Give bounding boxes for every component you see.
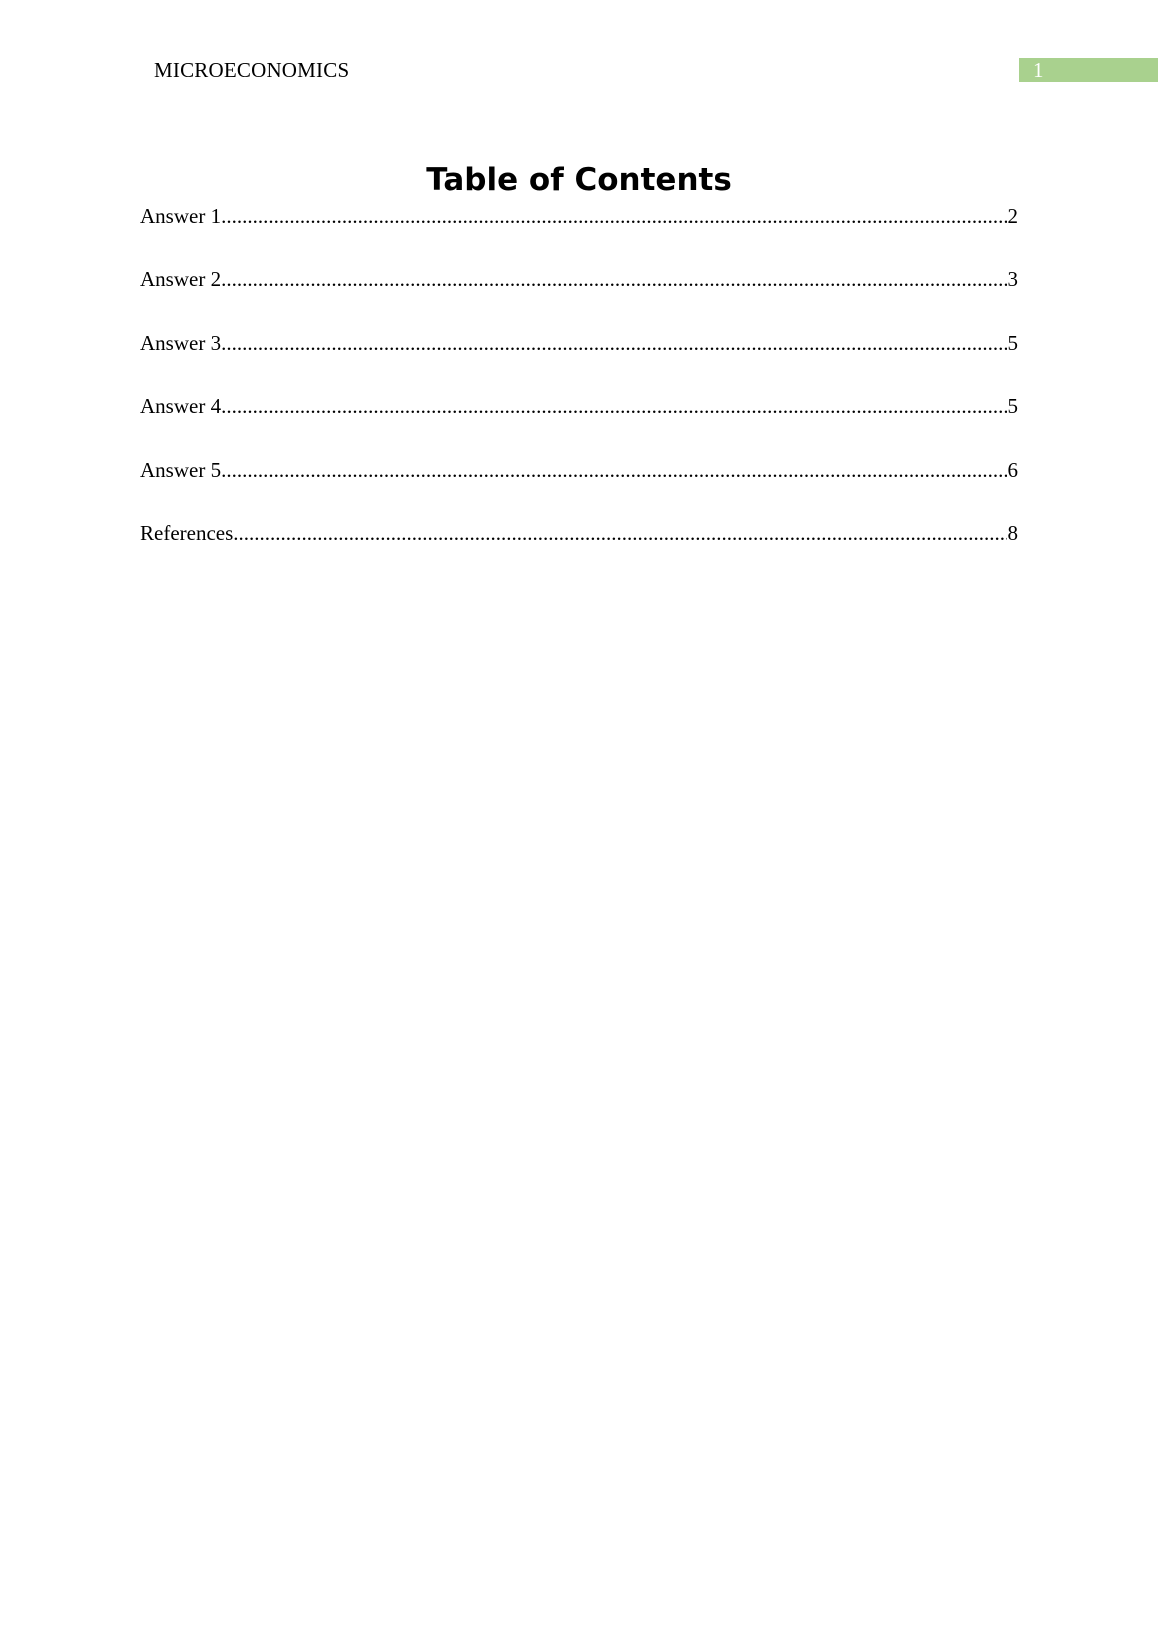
page-number-badge: 1 <box>1019 58 1158 82</box>
toc-title: Table of Contents <box>426 162 732 198</box>
toc-entry-page: 8 <box>1007 520 1018 545</box>
toc-entry-answer-5[interactable] <box>140 458 1018 521</box>
toc-entry-label: Answer 2 <box>140 267 222 292</box>
toc-entry-references[interactable] <box>140 521 1018 584</box>
toc-entry-answer-2[interactable] <box>140 267 1018 330</box>
toc-entry-label: Answer 5 <box>140 457 222 482</box>
running-head: MICROECONOMICS <box>154 58 350 82</box>
toc-dot-leader <box>221 394 1006 418</box>
toc-entry-page: 5 <box>1007 394 1018 419</box>
toc-entry-answer-4[interactable] <box>140 394 1018 457</box>
table-of-contents <box>140 204 1018 584</box>
toc-entry-label: Answer 1 <box>140 204 222 228</box>
toc-entry-page: 3 <box>1007 267 1018 292</box>
toc-entry-answer-3[interactable] <box>140 331 1018 394</box>
toc-dot-leader <box>221 331 1006 355</box>
toc-entry-page: 2 <box>1007 204 1018 228</box>
toc-entry-page: 6 <box>1007 457 1018 482</box>
toc-dot-leader <box>233 521 1006 545</box>
toc-entry-answer-1[interactable] <box>140 204 1018 267</box>
toc-dot-leader <box>221 204 1006 228</box>
toc-dot-leader <box>221 458 1006 482</box>
toc-entry-page: 5 <box>1007 330 1018 355</box>
toc-dot-leader <box>221 267 1006 291</box>
toc-entry-label: Answer 3 <box>140 330 222 355</box>
toc-entry-label: References <box>140 520 234 545</box>
toc-entry-label: Answer 4 <box>140 394 222 419</box>
